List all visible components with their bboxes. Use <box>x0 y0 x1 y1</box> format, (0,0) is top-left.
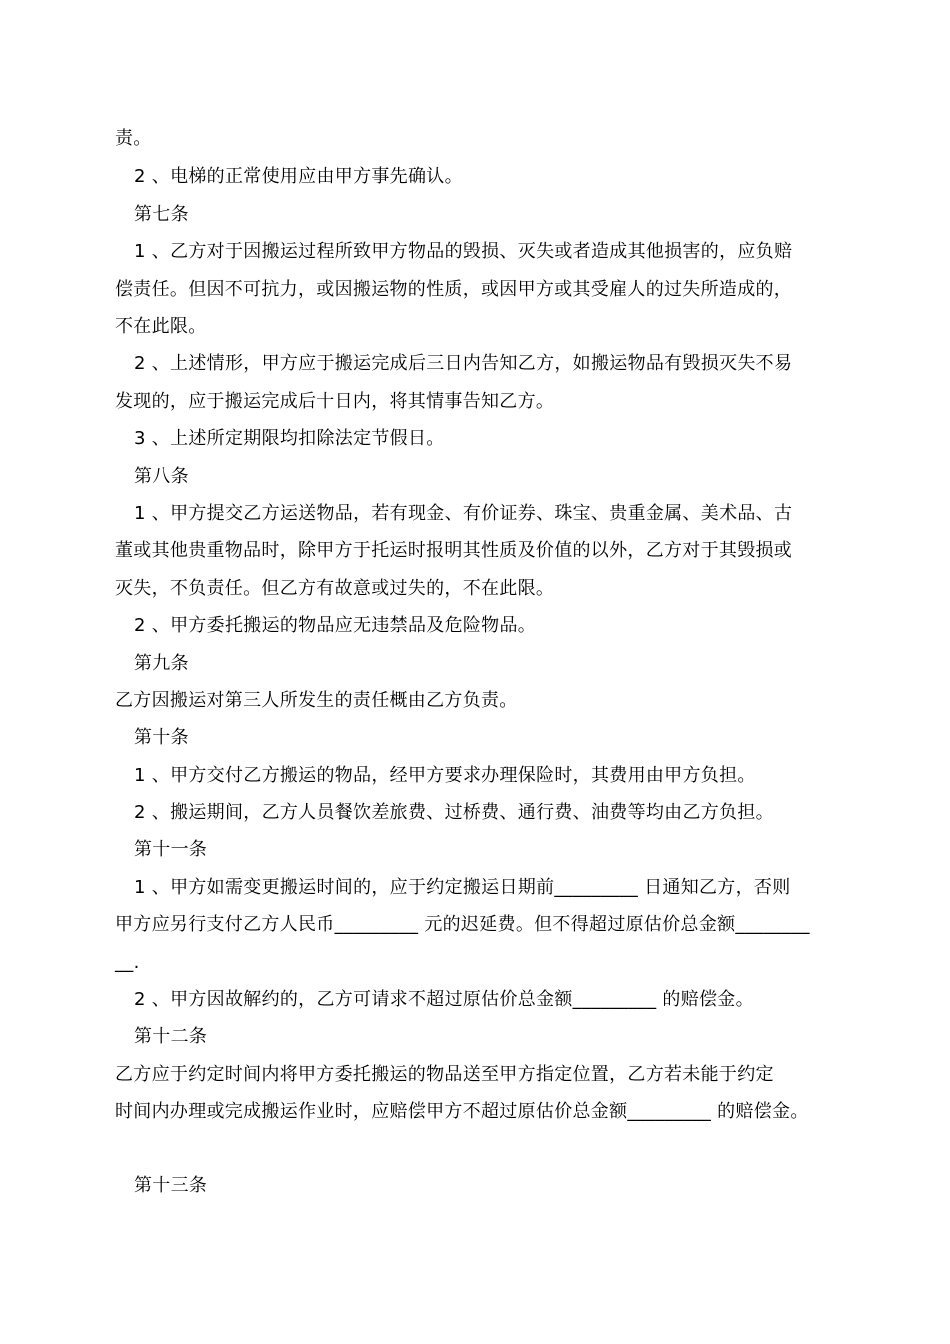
text-line: 2 、上述情形，甲方应于搬运完成后三日内告知乙方，如搬运物品有毁损灭失不易 <box>134 353 793 374</box>
text-line: 乙方因搬运对第三人所发生的责任概由乙方负责。 <box>115 690 518 711</box>
text-line: 1 、甲方提交乙方运送物品，若有现金、有价证券、珠宝、贵重金属、美术品、古 <box>134 503 793 524</box>
text-line: 灭失，不负责任。但乙方有故意或过失的，不在此限。 <box>115 578 555 599</box>
article-heading: 第十条 <box>134 727 189 748</box>
text-line: 2 、电梯的正常使用应由甲方事先确认。 <box>134 166 463 187</box>
text-line: 2 、搬运期间，乙方人员餐饮差旅费、过桥费、通行费、油费等均由乙方负担。 <box>134 802 774 823</box>
article-heading: 第八条 <box>134 466 189 487</box>
text-line: 3 、上述所定期限均扣除法定节假日。 <box>134 428 445 449</box>
text-line: 1 、乙方对于因搬运过程所致甲方物品的毁损、灭失或者造成其他损害的，应负赔 <box>134 241 793 262</box>
text-line: 时间内办理或完成搬运作业时，应赔偿甲方不超过原估价总金额_________ 的赔偿金。 <box>115 1101 809 1122</box>
text-line: 甲方应另行支付乙方人民币_________ 元的迟延费。但不得超过原估价总金额________ <box>115 914 810 935</box>
text-line: 1 、甲方交付乙方搬运的物品，经甲方要求办理保险时，其费用由甲方负担。 <box>134 765 756 786</box>
text-line: 董或其他贵重物品时，除甲方于托运时报明其性质及价值的以外，乙方对于其毁损或 <box>115 540 793 561</box>
text-line: __. <box>115 952 140 973</box>
text-line: 发现的，应于搬运完成后十日内，将其情事告知乙方。 <box>115 391 555 412</box>
text-line: 1 、甲方如需变更搬运时间的，应于约定搬运日期前_________ 日通知乙方，否则 <box>134 877 791 898</box>
text-line: 责。 <box>115 128 152 149</box>
article-heading: 第七条 <box>134 204 189 225</box>
text-line: 乙方应于约定时间内将甲方委托搬运的物品送至甲方指定位置，乙方若未能于约定 <box>115 1064 774 1085</box>
article-heading: 第九条 <box>134 653 189 674</box>
article-heading: 第十三条 <box>134 1175 208 1196</box>
text-line: 不在此限。 <box>115 316 207 337</box>
text-line: 偿责任。但因不可抗力，或因搬运物的性质，或因甲方或其受雇人的过失所造成的， <box>115 279 793 300</box>
article-heading: 第十二条 <box>134 1026 208 1047</box>
article-heading: 第十一条 <box>134 839 208 860</box>
text-line: 2 、甲方委托搬运的物品应无违禁品及危险物品。 <box>134 615 537 636</box>
text-line: 2 、甲方因故解约的，乙方可请求不超过原估价总金额_________ 的赔偿金。 <box>134 989 754 1010</box>
